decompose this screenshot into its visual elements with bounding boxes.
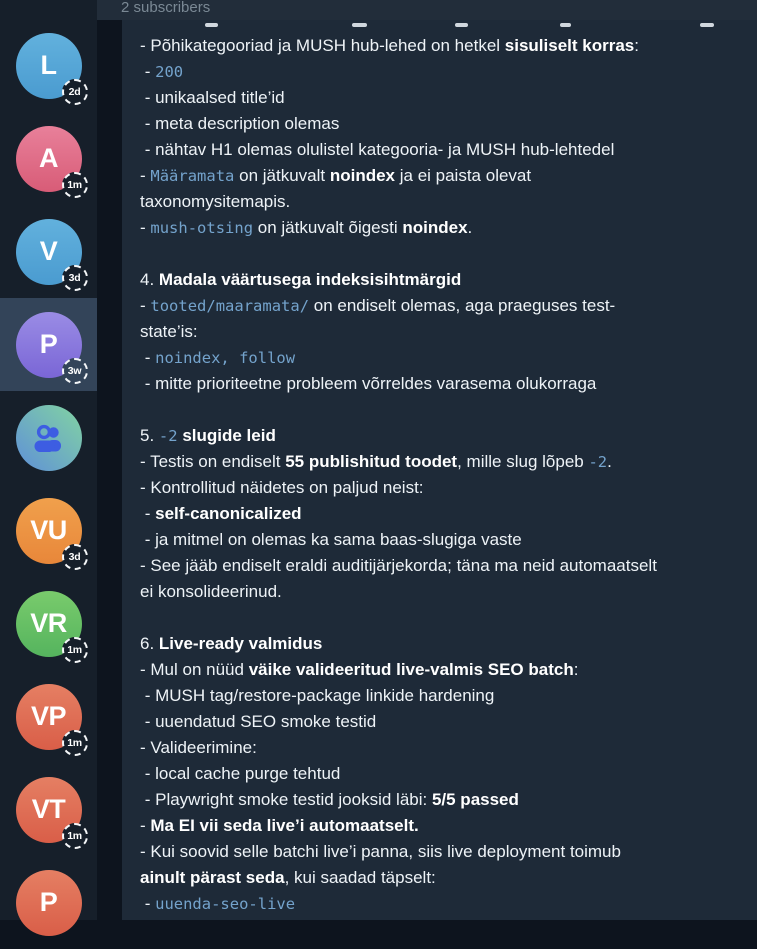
message-line	[140, 501, 757, 527]
message-line	[140, 553, 757, 579]
avatar-initials: VU	[30, 515, 67, 545]
bold-span: self-canonicalized	[155, 504, 302, 523]
message-line	[140, 85, 757, 111]
text-span: -	[140, 894, 156, 913]
text-span: 5.	[140, 426, 159, 445]
message-line	[140, 215, 757, 241]
text-fragment	[700, 23, 714, 27]
message-line	[140, 813, 757, 839]
message-line	[140, 865, 757, 891]
chat-item-a[interactable]	[0, 112, 97, 205]
avatar-initials: VR	[30, 608, 67, 638]
message-line	[140, 891, 757, 917]
chat-list-sidebar	[0, 0, 97, 920]
text-span: :	[573, 660, 579, 679]
avatar-initials: V	[39, 236, 58, 266]
text-span: on jätkuvalt	[234, 166, 330, 185]
text-span: .	[467, 218, 473, 237]
message-line	[140, 59, 757, 85]
text-span: - Testis on endiselt	[140, 452, 286, 471]
message-lines	[140, 33, 757, 917]
text-span: ei konsolideerinud.	[140, 582, 282, 601]
code-span[interactable]: Määramata	[150, 167, 235, 185]
autodelete-timer-badge: 3w	[62, 358, 88, 384]
avatar-initials: P	[39, 887, 58, 917]
avatar-initials: A	[39, 143, 58, 173]
message-line	[140, 657, 757, 683]
text-span: - Playwright smoke testid jooksid läbi:	[140, 790, 432, 809]
message-line	[140, 137, 757, 163]
chat-item-v[interactable]	[0, 205, 97, 298]
text-span: - meta description olemas	[140, 114, 340, 133]
chat-item-vt[interactable]	[0, 763, 97, 856]
chat-item-l[interactable]	[0, 19, 97, 112]
text-span: - uuendatud SEO smoke testid	[140, 712, 377, 731]
chat-item-group[interactable]	[0, 391, 97, 484]
text-span: - Kui soovid selle batchi live’i panna, siis live deployment toimub	[140, 842, 621, 861]
bold-span: sisuliselt korras	[504, 36, 635, 55]
message-bubble	[122, 20, 757, 920]
text-fragment	[455, 23, 468, 27]
text-span: .	[607, 452, 612, 471]
bold-span: Ma EI vii seda live’i automaatselt.	[150, 816, 419, 835]
text-fragment	[205, 23, 218, 27]
text-span: 4.	[140, 270, 159, 289]
code-span[interactable]: -2	[158, 427, 178, 445]
avatar-initials: VT	[31, 794, 66, 824]
message-line	[140, 735, 757, 761]
text-span: state’is:	[140, 322, 198, 341]
avatar	[16, 591, 82, 657]
avatar-initials: VP	[30, 701, 67, 731]
text-span: 6.	[140, 634, 159, 653]
text-span: - Kontrollitud näidetes on paljud neist:	[140, 478, 424, 497]
avatar-initials: L	[40, 50, 57, 80]
message-line	[140, 319, 757, 345]
autodelete-timer-badge: 3d	[62, 544, 88, 570]
bold-span: väike valideeritud live-valmis SEO batch	[248, 660, 574, 679]
avatar-initials: P	[39, 329, 58, 359]
chat-item-p2[interactable]	[0, 856, 97, 949]
bold-span: 55 publishitud toodet	[285, 452, 458, 471]
bold-span: ainult pärast seda	[140, 868, 285, 887]
chat-item-p[interactable]	[0, 298, 97, 391]
message-line	[140, 371, 757, 397]
avatar	[16, 870, 82, 936]
text-span: - mitte prioriteetne probleem võrreldes varasema olukorraga	[140, 374, 597, 393]
text-fragment	[560, 23, 571, 27]
bold-span: noindex	[402, 218, 468, 237]
code-span[interactable]: tooted/maaramata/	[150, 297, 310, 315]
message-line	[140, 527, 757, 553]
avatar	[16, 312, 82, 378]
code-span[interactable]: uuenda-seo-live	[155, 895, 296, 913]
bold-span: Live-ready valmidus	[158, 634, 323, 653]
text-span: -	[140, 62, 156, 81]
chat-item-vu[interactable]	[0, 484, 97, 577]
clipped-line-fragments	[140, 20, 757, 33]
bold-span: slugide leid	[182, 426, 276, 445]
message-line	[140, 423, 757, 449]
code-span[interactable]: noindex, follow	[155, 349, 296, 367]
code-span[interactable]: mush-otsing	[150, 219, 254, 237]
text-span: - nähtav H1 olemas olulistel kategooria- ja MUSH hub-lehtedel	[140, 140, 615, 159]
message-line	[140, 839, 757, 865]
people-icon	[30, 419, 68, 457]
message-line	[140, 709, 757, 735]
subscriber-count: 2 subscribers	[121, 0, 211, 16]
message-line	[140, 293, 757, 319]
message-line	[140, 267, 757, 293]
message-line	[140, 475, 757, 501]
message-line	[140, 579, 757, 605]
autodelete-timer-badge: 1m	[62, 730, 88, 756]
bold-span: Madala väärtusega indeksisihtmärgid	[158, 270, 462, 289]
text-span: on jätkuvalt õigesti	[253, 218, 403, 237]
code-span[interactable]: 200	[155, 63, 184, 81]
text-span: - Mul on nüüd	[140, 660, 249, 679]
text-span: :	[634, 36, 639, 55]
autodelete-timer-badge: 1m	[62, 637, 88, 663]
autodelete-timer-badge: 2d	[62, 79, 88, 105]
text-fragment	[352, 23, 367, 27]
message-line	[140, 631, 757, 657]
message-line	[140, 449, 757, 475]
message-line	[140, 33, 757, 59]
text-span: -	[140, 218, 151, 237]
text-span: - Valideerimine:	[140, 738, 257, 757]
group-avatar	[16, 405, 82, 471]
text-span: -	[140, 504, 156, 523]
text-span: -	[140, 166, 151, 185]
message-line	[140, 111, 757, 137]
message-line	[140, 683, 757, 709]
chat-item-vr[interactable]	[0, 577, 97, 670]
autodelete-timer-badge: 1m	[62, 823, 88, 849]
avatar	[16, 684, 82, 750]
chat-item-vp[interactable]	[0, 670, 97, 763]
autodelete-timer-badge: 3d	[62, 265, 88, 291]
text-span: -	[140, 296, 151, 315]
text-span: taxonomysitemapis.	[140, 192, 291, 211]
text-span: , kui saadad täpselt:	[284, 868, 436, 887]
chat-header[interactable]	[97, 0, 757, 20]
text-span: -	[140, 816, 151, 835]
avatar	[16, 33, 82, 99]
text-span: - ja mitmel on olemas ka sama baas-slugiga vaste	[140, 530, 522, 549]
message-line	[140, 787, 757, 813]
text-span: on endiselt olemas, aga praeguses test-	[309, 296, 616, 315]
avatar	[16, 126, 82, 192]
text-span: ja ei paista olevat	[395, 166, 532, 185]
autodelete-timer-badge: 1m	[62, 172, 88, 198]
message-line	[140, 163, 757, 189]
message-line	[140, 189, 757, 215]
message-blank-line	[140, 397, 757, 423]
text-span: - See jääb endiselt eraldi auditijärjekorda; täna ma neid automaatselt	[140, 556, 657, 575]
text-span: -	[140, 348, 156, 367]
bold-span: 5/5 passed	[431, 790, 519, 809]
text-span: - Põhikategooriad ja MUSH hub-lehed on hetkel	[140, 36, 505, 55]
message-line	[140, 761, 757, 787]
text-span: - unikaalsed title’id	[140, 88, 285, 107]
text-span: , mille slug lõpeb	[457, 452, 589, 471]
message-blank-line	[140, 241, 757, 267]
message-line	[140, 345, 757, 371]
message-blank-line	[140, 605, 757, 631]
avatar	[16, 498, 82, 564]
text-span: - MUSH tag/restore-package linkide hardening	[140, 686, 495, 705]
code-span[interactable]: -2	[588, 453, 608, 471]
avatar	[16, 219, 82, 285]
text-span: - local cache purge tehtud	[140, 764, 341, 783]
bold-span: noindex	[329, 166, 396, 185]
avatar	[16, 777, 82, 843]
